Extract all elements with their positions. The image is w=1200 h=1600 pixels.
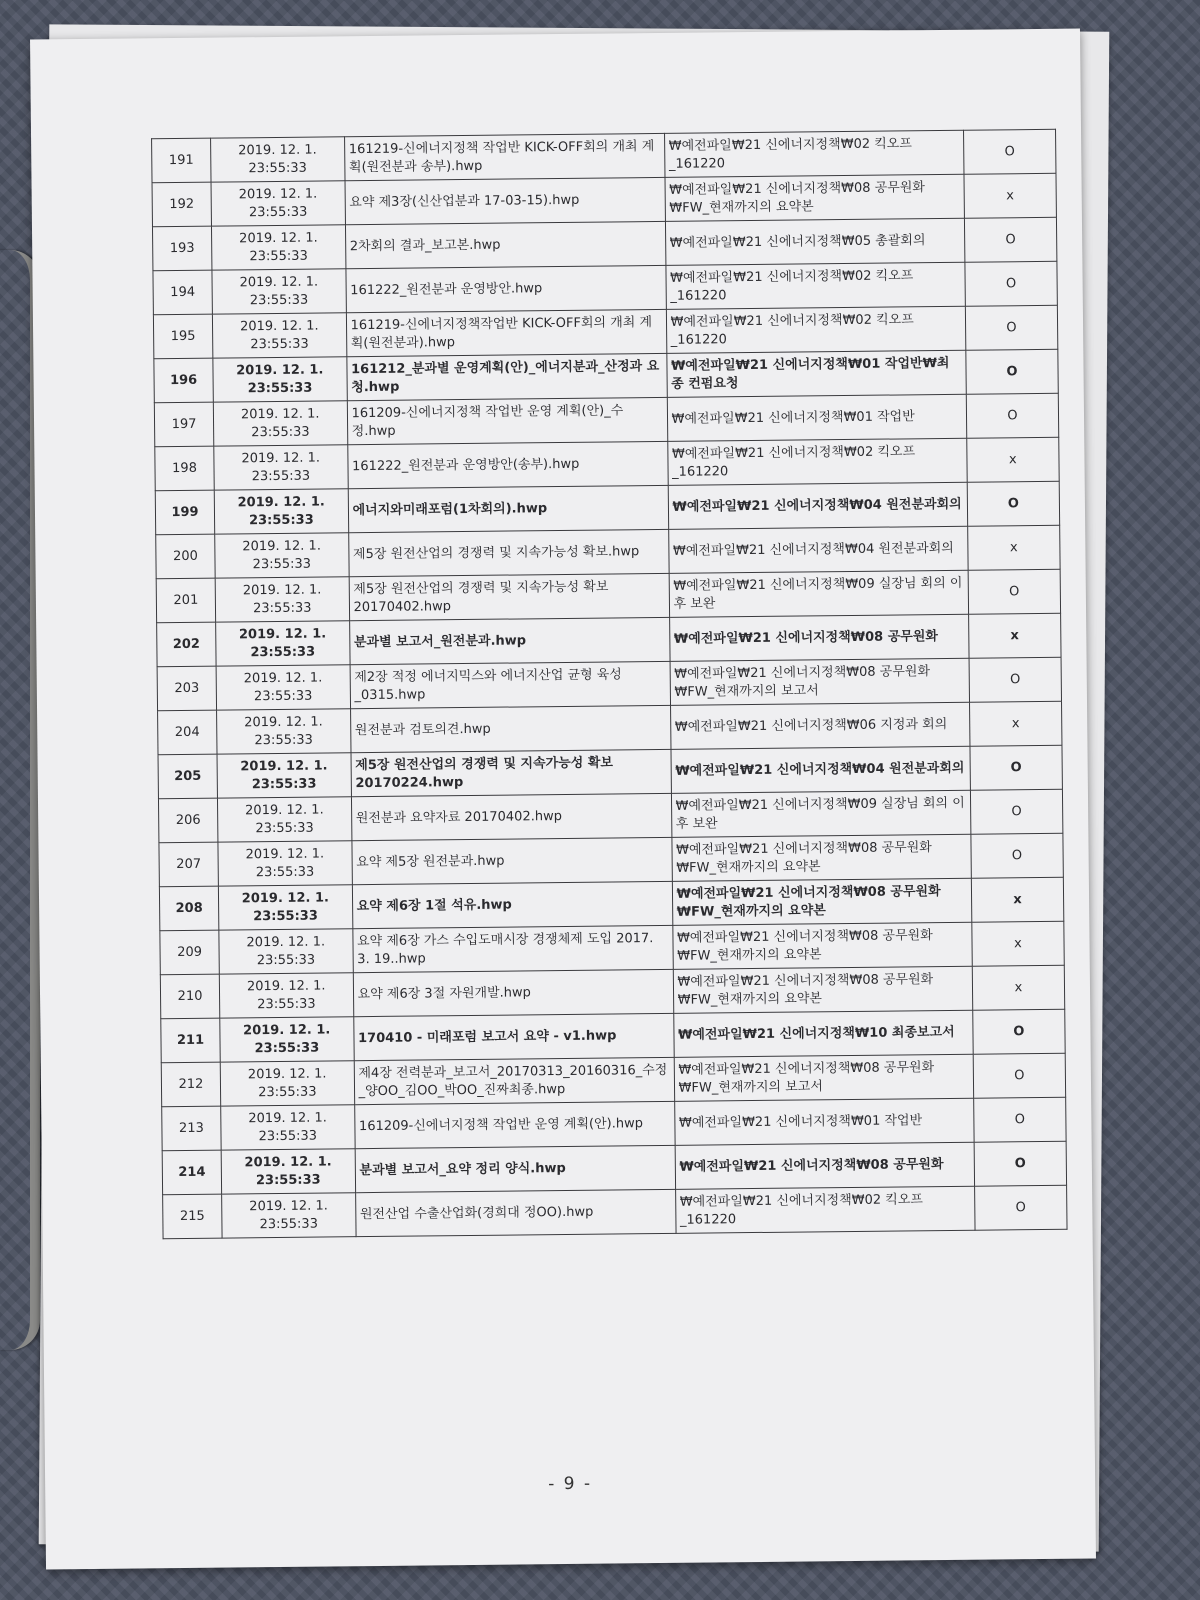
row-datetime xyxy=(214,489,348,534)
row-datetime xyxy=(217,753,351,798)
row-status-mark: x xyxy=(964,173,1057,218)
row-filename: 제5장 원전산업의 경쟁력 및 지속가능성 확보.hwp xyxy=(348,529,668,576)
row-date: 2019. 12. 1. xyxy=(240,406,320,423)
row-number: 205 xyxy=(158,754,217,799)
row-date: 2019. 12. 1. xyxy=(246,978,326,995)
row-date: 2019. 12. 1. xyxy=(243,670,323,687)
row-time: 23:55:33 xyxy=(249,292,309,308)
row-date: 2019. 12. 1. xyxy=(247,1066,327,1083)
row-number: 212 xyxy=(161,1062,220,1107)
row-datetime xyxy=(214,445,348,490)
row-datetime xyxy=(215,533,349,578)
row-status-mark: O xyxy=(964,217,1057,262)
row-status-mark: O xyxy=(968,569,1061,614)
row-datetime xyxy=(220,1017,354,1062)
row-number: 191 xyxy=(152,138,211,183)
row-status-mark: O xyxy=(966,393,1059,438)
row-number: 203 xyxy=(157,666,216,711)
row-number: 210 xyxy=(160,974,219,1019)
row-date: 2019. 12. 1. xyxy=(242,582,322,599)
row-datetime xyxy=(221,1105,355,1150)
row-filename: 요약 제3장(신산업분과 17-03-15).hwp xyxy=(345,177,665,224)
row-filename: 161222_원전분과 운영방안(송부).hwp xyxy=(347,441,667,488)
row-datetime xyxy=(211,225,345,270)
row-number: 213 xyxy=(162,1106,221,1151)
row-time: 23:55:33 xyxy=(258,1128,318,1144)
row-date: 2019. 12. 1. xyxy=(245,802,324,819)
row-time: 23:55:33 xyxy=(247,380,313,396)
row-filename: 제5장 원전산업의 경쟁력 및 지속가능성 확보 20170402.hwp xyxy=(349,573,669,620)
row-datetime xyxy=(220,1061,354,1106)
row-datetime xyxy=(219,929,353,974)
row-datetime xyxy=(221,1149,355,1194)
row-datetime xyxy=(216,621,350,666)
row-path: ₩예전파일₩21 신에너지정책₩05 총괄회의 xyxy=(665,218,965,265)
row-time: 23:55:33 xyxy=(259,1216,319,1232)
row-path: ₩예전파일₩21 신에너지정책₩01 작업반 xyxy=(667,394,967,441)
row-date: 2019. 12. 1. xyxy=(244,1154,332,1171)
row-number: 202 xyxy=(157,622,216,667)
row-date: 2019. 12. 1. xyxy=(237,494,325,511)
row-status-mark: O xyxy=(973,1009,1066,1054)
row-datetime xyxy=(219,973,353,1018)
row-filename: 요약 제6장 가스 수입도매시장 경쟁체제 도입 2017. 3. 19..hwp xyxy=(352,925,672,972)
row-filename: 요약 제6장 3절 자원개발.hwp xyxy=(353,969,673,1016)
row-number: 204 xyxy=(158,710,217,755)
row-time: 23:55:33 xyxy=(250,644,316,660)
row-filename: 원전분과 요약자료 20170402.hwp xyxy=(351,793,671,840)
file-log-rows xyxy=(152,129,1067,1238)
row-filename: 요약 제5장 원전분과.hwp xyxy=(352,837,672,884)
row-path: ₩예전파일₩21 신에너지정책₩04 원전분과회의 xyxy=(671,746,971,793)
row-path: ₩예전파일₩21 신에너지정책₩09 실장님 회의 이후 보완 xyxy=(671,790,971,837)
file-log-table xyxy=(151,129,1067,1239)
row-number: 208 xyxy=(159,886,218,931)
row-filename: 제2장 적정 에너지믹스와 에너지산업 균형 육성_0315.hwp xyxy=(350,661,670,708)
row-time: 23:55:33 xyxy=(251,776,317,792)
row-time: 23:55:33 xyxy=(253,688,313,704)
row-date: 2019. 12. 1. xyxy=(248,1110,327,1127)
row-filename: 분과별 보고서_요약 정리 양식.hwp xyxy=(355,1145,675,1192)
row-path: ₩예전파일₩21 신에너지정책₩08 공무원화 xyxy=(675,1142,975,1189)
row-status-mark: O xyxy=(970,745,1063,790)
table-row xyxy=(163,1185,1067,1238)
row-date: 2019. 12. 1. xyxy=(238,186,318,203)
row-datetime xyxy=(211,137,345,182)
row-path: ₩예전파일₩21 신에너지정책₩08 공무원화₩FW_현재까지의 요약본 xyxy=(671,834,971,881)
row-path: ₩예전파일₩21 신에너지정책₩02 킥오프_161220 xyxy=(675,1186,975,1233)
row-date: 2019. 12. 1. xyxy=(239,230,318,247)
row-path: ₩예전파일₩21 신에너지정책₩02 킥오프_161220 xyxy=(667,438,967,485)
row-date: 2019. 12. 1. xyxy=(242,538,321,555)
row-filename: 161219-신에너지정책 작업반 KICK-OFF회의 개최 계획(원전분과 송부).hwp xyxy=(344,133,664,180)
row-time: 23:55:33 xyxy=(251,468,311,484)
row-path: ₩예전파일₩21 신에너지정책₩04 원전분과회의 xyxy=(668,482,968,529)
row-number: 197 xyxy=(154,402,213,447)
row-datetime xyxy=(218,841,352,886)
document-page xyxy=(30,29,1096,1570)
row-time: 23:55:33 xyxy=(256,952,316,968)
row-status-mark: x xyxy=(967,437,1060,482)
row-status-mark: O xyxy=(965,305,1058,350)
row-status-mark: O xyxy=(974,1141,1067,1186)
row-path: ₩예전파일₩21 신에너지정책₩08 공무원화₩FW_현재까지의 보고서 xyxy=(670,658,970,705)
row-number: 194 xyxy=(153,270,212,315)
row-status-mark: O xyxy=(966,349,1059,394)
row-datetime xyxy=(211,181,345,226)
row-time: 23:55:33 xyxy=(254,1040,320,1056)
row-datetime xyxy=(212,269,346,314)
row-status-mark: O xyxy=(971,833,1064,878)
row-time: 23:55:33 xyxy=(255,820,314,836)
row-time: 23:55:33 xyxy=(248,512,314,528)
row-datetime xyxy=(213,357,347,402)
row-number: 192 xyxy=(152,182,211,227)
row-path: ₩예전파일₩21 신에너지정책₩02 킥오프_161220 xyxy=(664,130,964,177)
row-date: 2019. 12. 1. xyxy=(249,1198,328,1215)
row-time: 23:55:33 xyxy=(248,160,307,176)
row-datetime xyxy=(216,665,350,710)
row-date: 2019. 12. 1. xyxy=(238,142,317,159)
row-path: ₩예전파일₩21 신에너지정책₩08 공무원화₩FW_현재까지의 요약본 xyxy=(672,878,972,925)
row-number: 214 xyxy=(162,1150,221,1195)
row-status-mark: O xyxy=(969,657,1062,702)
row-date: 2019. 12. 1. xyxy=(245,846,325,863)
row-time: 23:55:33 xyxy=(255,864,315,880)
row-status-mark: O xyxy=(974,1185,1067,1230)
row-time: 23:55:33 xyxy=(254,732,313,748)
row-datetime xyxy=(215,577,349,622)
row-path: ₩예전파일₩21 신에너지정책₩01 작업반 xyxy=(674,1098,974,1145)
row-number: 215 xyxy=(163,1194,222,1239)
row-path: ₩예전파일₩21 신에너지정책₩10 최종보고서 xyxy=(673,1010,973,1057)
row-number: 206 xyxy=(158,798,217,843)
row-status-mark: x xyxy=(967,525,1060,570)
row-datetime xyxy=(217,797,351,842)
row-number: 207 xyxy=(159,842,218,887)
row-status-mark: O xyxy=(973,1097,1066,1142)
row-time: 23:55:33 xyxy=(253,600,312,616)
row-date: 2019. 12. 1. xyxy=(243,1022,331,1039)
row-date: 2019. 12. 1. xyxy=(244,714,323,731)
row-status-mark: O xyxy=(967,481,1060,526)
row-time: 23:55:33 xyxy=(258,1084,317,1100)
row-time: 23:55:33 xyxy=(253,908,318,924)
row-date: 2019. 12. 1. xyxy=(240,758,328,775)
row-time: 23:55:33 xyxy=(248,204,308,220)
row-path: ₩예전파일₩21 신에너지정책₩04 원전분과회의 xyxy=(668,526,968,573)
row-path: ₩예전파일₩21 신에너지정책₩06 지정과 회의 xyxy=(670,702,970,749)
row-status-mark: O xyxy=(965,261,1058,306)
row-path: ₩예전파일₩21 신에너지정책₩02 킥오프_161220 xyxy=(665,262,965,309)
row-filename: 원전산업 수출산업화(경희대 정OO).hwp xyxy=(355,1189,675,1236)
row-number: 209 xyxy=(160,930,219,975)
row-filename: 분과별 보고서_원전분과.hwp xyxy=(349,617,669,664)
row-filename: 원전분과 검토의견.hwp xyxy=(350,705,670,752)
row-time: 23:55:33 xyxy=(252,556,312,572)
row-datetime xyxy=(218,885,352,930)
row-status-mark: x xyxy=(972,921,1065,966)
row-date: 2019. 12. 1. xyxy=(246,934,326,951)
row-number: 211 xyxy=(161,1018,220,1063)
row-path: ₩예전파일₩21 신에너지정책₩08 공무원화₩FW_현재까지의 요약본 xyxy=(672,922,972,969)
row-path: ₩예전파일₩21 신에너지정책₩09 실장님 회의 이후 보완 xyxy=(669,570,969,617)
row-number: 196 xyxy=(154,358,213,403)
row-number: 200 xyxy=(156,534,215,579)
row-path: ₩예전파일₩21 신에너지정책₩08 공무원화₩FW_현재까지의 요약본 xyxy=(673,966,973,1013)
row-number: 198 xyxy=(155,446,214,491)
row-date: 2019. 12. 1. xyxy=(241,450,321,467)
row-path: ₩예전파일₩21 신에너지정책₩01 작업반₩최종 컨펌요청 xyxy=(666,350,966,397)
row-time: 23:55:33 xyxy=(249,248,308,264)
row-time: 23:55:33 xyxy=(251,424,310,440)
row-path: ₩예전파일₩21 신에너지정책₩08 공무원화₩FW_현재까지의 보고서 xyxy=(674,1054,974,1101)
row-date: 2019. 12. 1. xyxy=(236,362,324,379)
row-datetime xyxy=(213,401,347,446)
row-datetime xyxy=(212,313,346,358)
row-datetime xyxy=(222,1193,356,1238)
row-date: 2019. 12. 1. xyxy=(239,274,319,291)
row-date: 2019. 12. 1. xyxy=(239,318,319,335)
row-path: ₩예전파일₩21 신에너지정책₩08 공무원화 xyxy=(669,614,969,661)
row-filename: 161219-신에너지정책작업반 KICK-OFF회의 개최 계획(원전분과).hwp xyxy=(346,309,666,356)
row-number: 193 xyxy=(152,226,211,271)
row-date: 2019. 12. 1. xyxy=(241,890,329,907)
row-path: ₩예전파일₩21 신에너지정책₩02 킥오프_161220 xyxy=(666,306,966,353)
row-filename: 161209-신에너지정책 작업반 운영 계획(안)_수정.hwp xyxy=(347,397,667,444)
row-number: 199 xyxy=(155,490,214,535)
row-filename: 161222_원전분과 운영방안.hwp xyxy=(346,265,666,312)
row-date: 2019. 12. 1. xyxy=(238,626,327,643)
row-filename: 제5장 원전산업의 경쟁력 및 지속가능성 확보 20170224.hwp xyxy=(351,749,671,796)
row-filename: 요약 제6장 1절 석유.hwp xyxy=(352,881,672,928)
row-status-mark: O xyxy=(970,789,1063,834)
row-status-mark: x xyxy=(972,965,1065,1010)
row-filename: 2차회의 결과_보고본.hwp xyxy=(345,221,665,268)
row-status-mark: O xyxy=(973,1053,1066,1098)
row-status-mark: O xyxy=(963,129,1056,174)
page-number: - 9 - xyxy=(548,1473,593,1495)
row-datetime xyxy=(217,709,351,754)
row-time: 23:55:33 xyxy=(255,1172,321,1188)
row-filename: 161209-신에너지정책 작업반 운영 계획(안).hwp xyxy=(354,1101,674,1148)
row-status-mark: x xyxy=(971,877,1064,922)
row-filename: 161212_분과별 운영계획(안)_에너지분과_산정과 요청.hwp xyxy=(346,353,666,400)
row-filename: 170410 - 미래포럼 보고서 요약 - v1.hwp xyxy=(353,1013,673,1060)
row-number: 201 xyxy=(156,578,215,623)
row-status-mark: x xyxy=(968,613,1061,658)
row-status-mark: x xyxy=(969,701,1062,746)
row-filename: 제4장 전력분과_보고서_20170313_20160316_수정_양OO_김OO_박OO_진짜최종.hwp xyxy=(354,1057,674,1104)
row-time: 23:55:33 xyxy=(257,996,316,1012)
row-path: ₩예전파일₩21 신에너지정책₩08 공무원화₩FW_현재까지의 요약본 xyxy=(665,174,965,221)
row-number: 195 xyxy=(153,314,212,359)
row-filename: 에너지와미래포럼(1차회의).hwp xyxy=(348,485,668,532)
row-time: 23:55:33 xyxy=(250,336,309,352)
